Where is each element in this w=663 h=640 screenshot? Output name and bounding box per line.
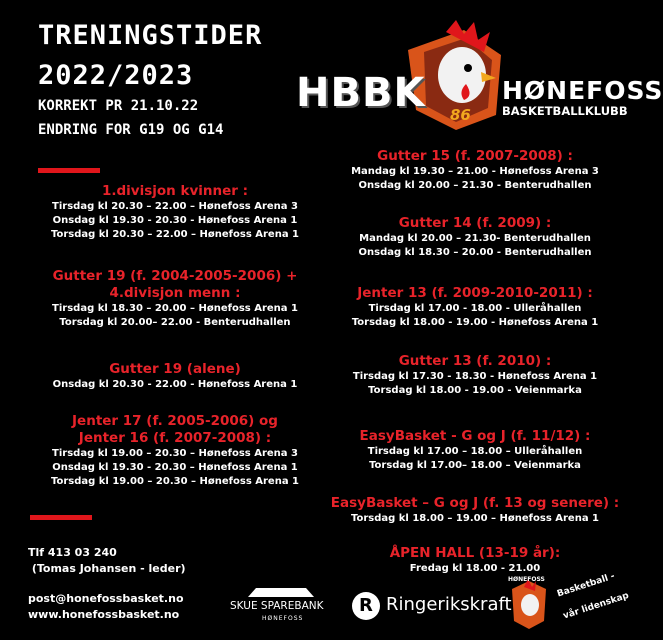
schedule-line: Torsdag kl 19.00 – 20.30 – Hønefoss Arena 1: [50, 476, 300, 487]
section-title: EasyBasket - G og J (f. 11/12) :: [359, 428, 591, 444]
section-title: Gutter 15 (f. 2007-2008) :: [377, 148, 573, 164]
schedule-boys19-men4div: [20, 268, 330, 330]
section-title: Gutter 19 (alene): [109, 361, 241, 377]
schedule-line: Onsdag kl 19.30 - 20.30 – Hønefoss Arena 1: [52, 462, 298, 473]
schedule-line: Tirsdag kl 17.00 - 18.00 - Ulleråhallen: [368, 303, 582, 314]
season-title: 2022/2023: [38, 60, 194, 91]
divider-bottom: [30, 515, 92, 520]
schedule-line: Tirsdag kl 17.00 – 18.00 – Ulleråhallen: [367, 446, 583, 457]
sponsor-skue-sparebank: [226, 585, 336, 630]
slogan-line2: vår lidenskap: [562, 590, 631, 622]
schedule-line: Torsdag kl 20.30 – 22.00 – Hønefoss Arena 1: [50, 229, 300, 240]
schedule-easybasket-11-12: [320, 428, 630, 473]
section-title: EasyBasket – G og J (f. 13 og senere) :: [330, 495, 620, 511]
schedule-1div-women: [20, 183, 330, 242]
skue-name: SKUE SPAREBANK: [230, 600, 324, 612]
correct-as-of-note: KORREKT PR 21.10.22: [38, 98, 199, 114]
schedule-easybasket-13: [320, 495, 630, 526]
section-title: 4.divisjon menn :: [109, 285, 241, 301]
schedule-line: Tirsdag kl 19.00 – 20.30 – Hønefoss Arena 3: [52, 448, 298, 459]
slogan-line1: Basketball -: [556, 571, 617, 600]
logo-club-subtitle: BASKETBALLKLUBB: [502, 104, 628, 118]
skue-sub: HØNEFOSS: [262, 615, 304, 622]
logo-club-name: HØNEFOSS: [502, 76, 663, 105]
schedule-line: Torsdag kl 18.00 - 19.00 - Hønefoss Arena 1: [351, 317, 599, 328]
section-title: Gutter 14 (f. 2009) :: [398, 215, 552, 231]
small-logo-text: HØNEFOSS: [508, 576, 545, 583]
schedule-line: Mandag kl 19.30 – 21.00 - Hønefoss Arena 3: [351, 166, 599, 177]
schedule-line: Torsdag kl 20.00– 22.00 - Benterudhallen: [59, 317, 291, 328]
contact-person: (Tomas Johansen - leder): [28, 562, 186, 575]
poster-title: TRENINGSTIDER: [38, 20, 263, 51]
contact-phone: Tlf 413 03 240: [28, 546, 117, 559]
section-title: Jenter 17 (f. 2005-2006) og: [72, 413, 278, 429]
schedule-line: Onsdag kl 20.00 – 21.30 - Benterudhallen: [358, 180, 592, 191]
schedule-line: Tirsdag kl 20.30 – 22.00 – Hønefoss Arena 3: [52, 201, 298, 212]
contact-website[interactable]: www.honefossbasket.no: [28, 608, 180, 621]
changes-note: ENDRING FOR G19 OG G14: [38, 122, 224, 138]
section-title: Jenter 13 (f. 2009-2010-2011) :: [357, 285, 593, 301]
schedule-line: Torsdag kl 17.00– 18.00 – Veienmarka: [369, 460, 581, 471]
schedule-line: Fredag kl 18.00 - 21.00: [409, 563, 541, 574]
schedule-line: Mandag kl 20.00 – 21.30- Benterudhallen: [359, 233, 591, 244]
contact-email[interactable]: post@honefossbasket.no: [28, 592, 184, 605]
schedule-girls13: [320, 285, 630, 330]
ringerikskraft-icon: R: [352, 592, 380, 620]
schedule-boys14: [320, 215, 630, 260]
section-title: 1.divisjon kvinner :: [101, 183, 249, 199]
section-title: Jenter 16 (f. 2007-2008) :: [78, 430, 272, 446]
small-club-logo: [508, 575, 550, 631]
schedule-line: Onsdag kl 18.30 – 20.00 - Benterudhallen: [358, 247, 592, 258]
sponsor-ringerikskraft: Ringerikskraft: [386, 594, 512, 615]
divider-top: [38, 168, 100, 173]
schedule-line: Onsdag kl 19.30 - 20.30 - Hønefoss Arena 1: [52, 215, 298, 226]
logo-badge-number: 86: [450, 106, 471, 124]
schedule-line: Tirsdag kl 18.30 – 20.00 – Hønefoss Arena 1: [52, 303, 298, 314]
schedule-boys13: [320, 353, 630, 398]
schedule-line: Tirsdag kl 17.30 - 18.30 - Hønefoss Arena 1: [352, 371, 598, 382]
club-logo: [296, 20, 663, 132]
section-title: ÅPEN HALL (13-19 år):: [389, 545, 561, 561]
schedule-line: Onsdag kl 20.30 - 22.00 - Hønefoss Arena 1: [52, 379, 298, 390]
schedule-line: Torsdag kl 18.00 – 19.00 – Hønefoss Arena 1: [350, 513, 600, 524]
schedule-line: Torsdag kl 18.00 - 19.00 - Veienmarka: [368, 385, 582, 396]
schedule-girls17-16: [20, 413, 330, 489]
section-title: Gutter 13 (f. 2010) :: [398, 353, 552, 369]
skue-roof-icon: [246, 585, 316, 599]
rooster-small-icon: [508, 575, 550, 631]
schedule-boys15: [320, 148, 630, 193]
logo-hbbk-text: HBBK: [296, 70, 426, 116]
schedule-open-hall: [320, 545, 630, 576]
section-title: Gutter 19 (f. 2004-2005-2006) +: [52, 268, 298, 284]
schedule-boys19-alone: [20, 361, 330, 392]
